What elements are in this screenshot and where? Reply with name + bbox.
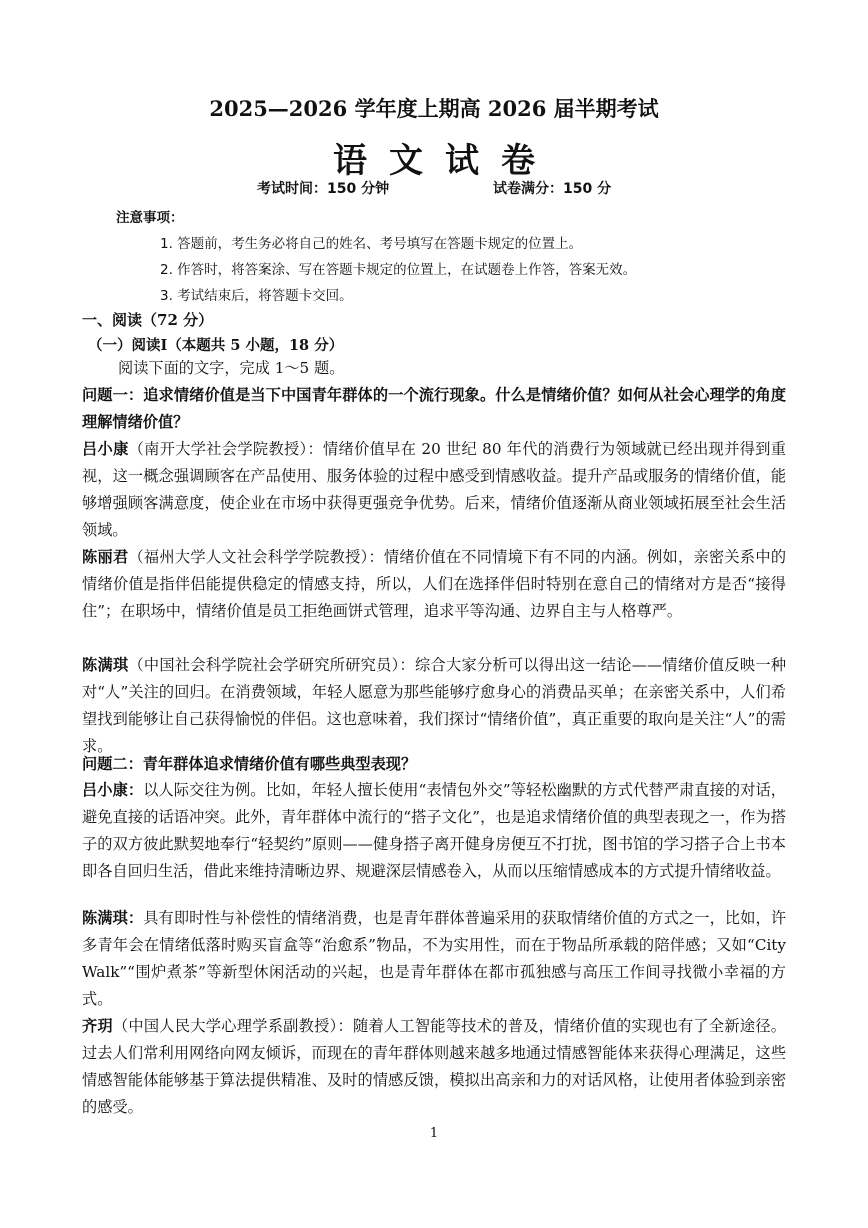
notice-item: 1. 答题前，考生务必将自己的姓名、考号填写在答题卡规定的位置上。 [160,236,583,252]
paragraph-text: （中国社会科学院社会学研究所研究员）：综合大家分析可以得出这一结论——情绪价值反映一种对“人”关注的回归。在消费领域，年轻人愿意为那些能够疗愈身心的消费品买单；在亲密关系中，人们希望找到能够让自己获得愉悦的伴侣。这也意味着，我们探讨“情绪价值”，真正重要的取向是关注“人”的需求。 [82,656,787,755]
question-heading: 问题一：追求情绪价值是当下中国青年群体的一个流行现象。什么是情绪价值？如何从社会心理学的角度理解情绪价值？ [82,386,786,431]
notice-item: 2. 作答时，将答案涂、写在答题卡规定的位置上，在试题卷上作答，答案无效。 [160,262,637,278]
answer-paragraph [82,652,786,760]
answer-paragraph [82,777,786,885]
page-number: 1 [429,1126,439,1141]
speaker-name: 吕小康： [82,781,144,799]
subsection-heading: （一）阅读Ⅰ（本题共 5 小题，18 分） [88,337,344,354]
notice-heading: 注意事项： [116,210,184,226]
full-score: 试卷满分：150 分 [493,181,612,197]
speaker-name: 吕小康 [82,440,129,458]
exam-title: 2025—2026 学年度上期高 2026 届半期考试 [209,96,659,121]
paragraph-text: （中国人民大学心理学系副教授）：随着人工智能等技术的普及，情绪价值的实现也有了全新途径。过去人们常利用网络向网友倾诉，而现在的青年群体则越来越多地通过情感智能体来获得心理满足，这些情感智能体能够基于算法提供精准、及时的情感反馈，模拟出高亲和力的对话风格，让使用者体验到亲密的感受。 [82,1017,786,1116]
section-heading: 一、阅读（72 分） [82,311,214,329]
paragraph-text: （南开大学社会学院教授）：情绪价值早在 20 世纪 80 年代的消费行为领域就已经出现并得到重视，这一概念强调顾客在产品使用、服务体验的过程中感受到情感收益。提升产品或服务的情绪价值，能够增强顾客满意度，使企业在市场中获得更强竞争优势。后来，情绪价值逐渐从商业领域拓展至社会生活领域。 [82,440,786,539]
answer-paragraph [82,436,786,544]
answer-paragraph [82,1013,786,1121]
question-heading: 问题二：青年群体追求情绪价值有哪些典型表现？ [82,755,417,773]
question-one [82,382,786,436]
answer-paragraph [82,544,786,625]
paragraph-text: 具有即时性与补偿性的情绪消费，也是青年群体普遍采用的获取情绪价值的方式之一，比如，许多青年会在情绪低落时购买盲盒等“治愈系”物品，不为实用性，而在于物品所承载的陪伴感；又如“City Walk”“围炉煮茶”等新型休闲活动的兴起，也是青年群体在都市孤独感与高压工作间寻找微小幸福的方式。 [82,909,787,1008]
answer-paragraph [82,905,786,1013]
question-two [82,751,786,778]
subject-title: 语文试卷 [333,141,557,181]
reading-instruction: 阅读下面的文字，完成 1～5 题。 [118,359,345,377]
paragraph-text: （福州大学人文社会科学学院教授）：情绪价值在不同情境下有不同的内涵。例如，亲密关系中的情绪价值是指伴侣能提供稳定的情感支持，所以，人们在选择伴侣时特别在意自己的情绪对方是否“接得住”；在职场中，情绪价值是员工拒绝画饼式管理，追求平等沟通、边界自主与人格尊严。 [82,548,787,620]
speaker-name: 齐玥 [82,1017,113,1035]
exam-time: 考试时间：150 分钟 [257,181,390,197]
speaker-name: 陈丽君 [82,548,129,566]
speaker-name: 陈满琪： [82,909,144,927]
speaker-name: 陈满琪 [82,656,129,674]
paragraph-text: 以人际交往为例。比如，年轻人擅长使用“表情包外交”等轻松幽默的方式代替严肃直接的对话，避免直接的话语冲突。此外，青年群体中流行的“搭子文化”，也是追求情绪价值的典型表现之一，作为搭子的双方彼此默契地奉行“轻契约”原则——健身搭子离开健身房便互不打扰，图书馆的学习搭子合上书本即各自回归生活，借此来维持清晰边界、规避深层情感卷入，从而以压缩情感成本的方式提升情绪收益。 [82,781,786,880]
notice-item: 3. 考试结束后，将答题卡交回。 [160,288,353,304]
